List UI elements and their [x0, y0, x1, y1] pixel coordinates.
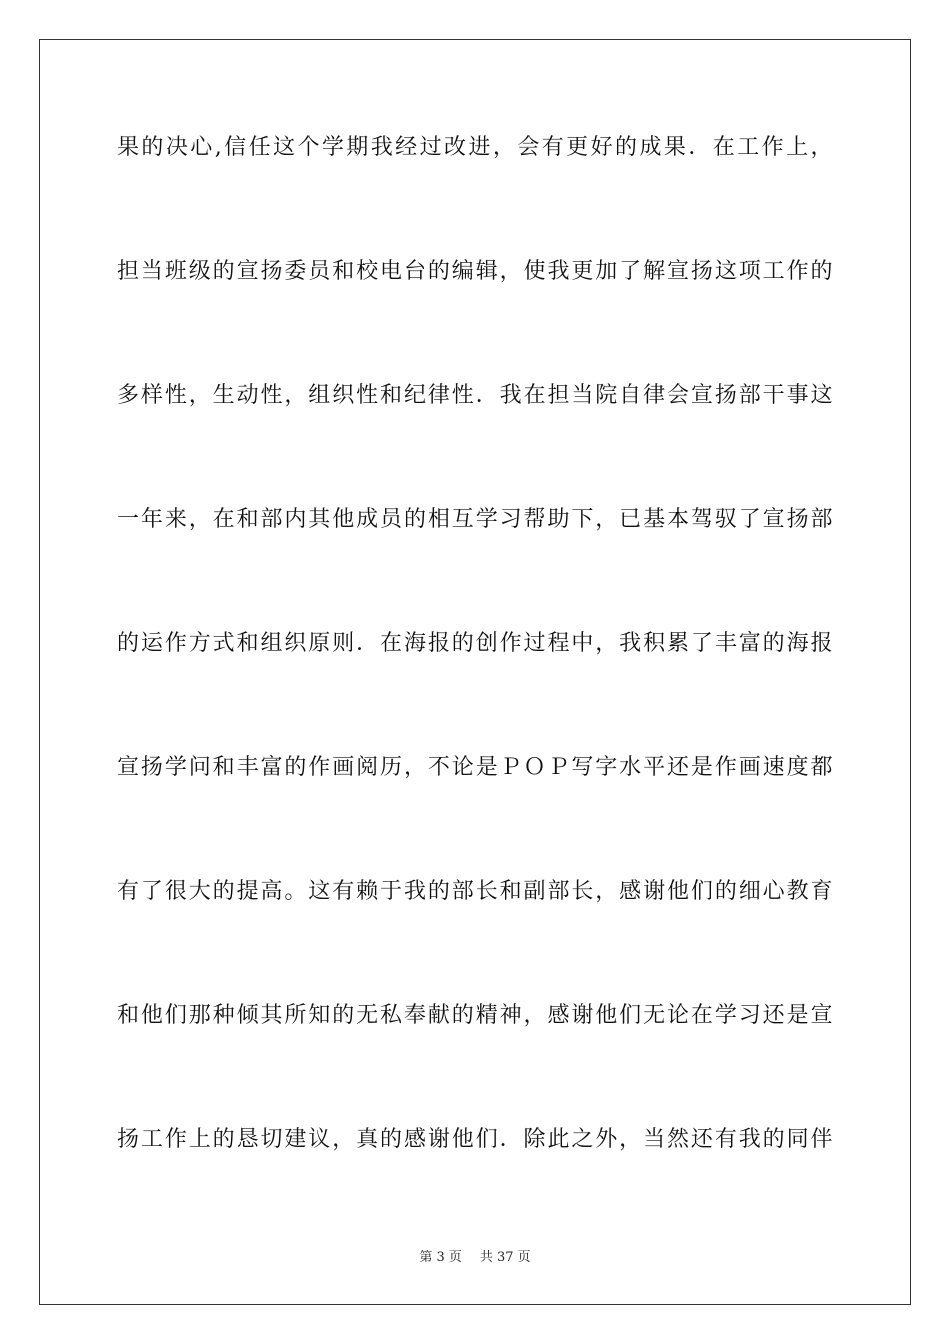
body-text-line: 和他们那种倾其所知的无私奉献的精神，感谢他们无论在学习还是宣 [117, 1003, 833, 1028]
body-text-line: 有了很大的提高。这有赖于我的部长和副部长，感谢他们的细心教育 [117, 879, 833, 904]
body-text-line: 的运作方式和组织原则．在海报的创作过程中，我积累了丰富的海报 [117, 631, 833, 656]
body-text-line: 多样性，生动性，组织性和纪律性．我在担当院自律会宣扬部干事这 [117, 383, 833, 408]
body-text-line: 一年来，在和部内其他成员的相互学习帮助下，已基本驾驭了宣扬部 [117, 507, 833, 532]
body-text-line: 担当班级的宣扬委员和校电台的编辑，使我更加了解宣扬这项工作的 [117, 259, 833, 284]
page-total: 共 37 页 [479, 1250, 531, 1265]
page-footer [0, 1249, 950, 1267]
body-text-line: 果的决心,信任这个学期我经过改进，会有更好的成果．在工作上， [117, 135, 833, 160]
body-text-line: 扬工作上的恳切建议，真的感谢他们．除此之外，当然还有我的同伴 [117, 1127, 833, 1152]
page-border [39, 39, 911, 1305]
page-number: 第 3 页 [419, 1250, 462, 1265]
body-text-line: 宣扬学问和丰富的作画阅历，不论是ＰＯＰ写字水平还是作画速度都 [117, 755, 833, 780]
